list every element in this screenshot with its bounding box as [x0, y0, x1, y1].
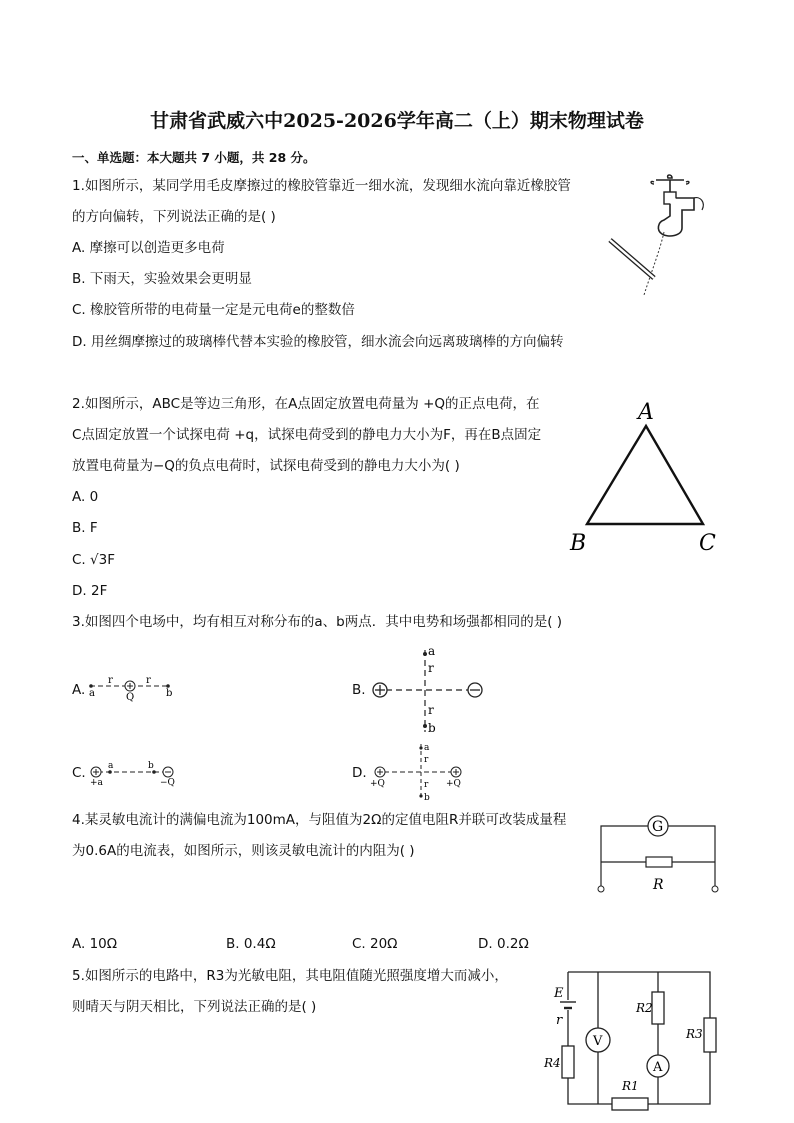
q4-option-a[interactable]: A. 10Ω [72, 936, 118, 952]
field-figure-d [370, 740, 470, 804]
q3-option-b[interactable]: B. [352, 682, 366, 698]
svg-text:r: r [428, 703, 434, 717]
q1-option-a[interactable]: A. 摩擦可以创造更多电荷 [72, 240, 225, 256]
vertex-b-label: B [570, 531, 587, 556]
q2-stem-line1: 2.如图所示，ABC是等边三角形，在A点固定放置电荷量为 +Q的正点电荷，在 [72, 396, 540, 412]
q1-option-b[interactable]: B. 下雨天，实验效果会更明显 [72, 271, 252, 287]
svg-text:A: A [653, 1060, 663, 1075]
svg-text:a: a [424, 743, 430, 753]
svg-text:R2: R2 [636, 1001, 653, 1015]
q3-option-a[interactable]: A. [72, 682, 86, 698]
svg-text:r: r [428, 661, 434, 675]
triangle-figure [565, 398, 725, 558]
q2-option-d[interactable]: D. 2F [72, 583, 108, 599]
q1-stem-line1: 1.如图所示，某同学用毛皮摩擦过的橡胶管靠近一细水流，发现细水流向靠近橡胶管 [72, 178, 571, 194]
svg-text:r: r [424, 755, 429, 765]
svg-text:R1: R1 [622, 1079, 639, 1093]
svg-text:a: a [108, 761, 114, 771]
q2-stem-line2: C点固定放置一个试探电荷 +q，试探电荷受到的静电力大小为F，再在B点固定 [72, 427, 542, 443]
q5-stem-line1: 5.如图所示的电路中，R3为光敏电阻，其电阻值随光照强度增大而减小， [72, 968, 508, 984]
svg-text:b: b [166, 688, 173, 699]
field-figure-a [86, 672, 181, 704]
vertex-c-label: C [699, 531, 716, 556]
svg-text:R4: R4 [544, 1056, 561, 1070]
section-heading: 一、单选题：本大题共 7 小题，共 28 分。 [72, 150, 316, 165]
svg-text:r: r [146, 675, 151, 686]
q5-stem-line2: 则晴天与阴天相比，下列说法正确的是( ) [72, 999, 317, 1015]
svg-text:+Q: +Q [446, 779, 461, 789]
svg-text:r: r [108, 675, 113, 686]
svg-text:r: r [556, 1013, 563, 1028]
svg-text:R3: R3 [686, 1027, 703, 1041]
q1-stem-line2: 的方向偏转，下列说法正确的是( ) [72, 209, 276, 225]
q2-option-b[interactable]: B. F [72, 520, 98, 536]
svg-text:E: E [554, 986, 564, 1001]
q4-stem-line1: 4.某灵敏电流计的满偏电流为100mA，与阻值为2Ω的定值电阻R并联可改装成量程 [72, 812, 567, 828]
q1-option-c[interactable]: C. 橡胶管所带的电荷量一定是元电荷e的整数倍 [72, 302, 355, 318]
svg-text:b: b [428, 721, 436, 735]
svg-text:R: R [653, 877, 664, 893]
q4-stem-line2: 为0.6A的电流表，如图所示，则该灵敏电流计的内阻为( ) [72, 843, 415, 859]
svg-text:a: a [89, 688, 95, 699]
q3-option-c[interactable]: C. [72, 765, 86, 781]
field-figure-b [368, 644, 488, 736]
q3-option-d[interactable]: D. [352, 765, 367, 781]
q1-option-d[interactable]: D. 用丝绸摩擦过的玻璃棒代替本实验的橡胶管，细水流会向远离玻璃棒的方向偏转 [72, 334, 564, 350]
svg-text:G: G [652, 819, 664, 835]
svg-text:+a: +a [90, 778, 103, 788]
q2-stem-line3: 放置电荷量为−Q的负点电荷时，试探电荷受到的静电力大小为( ) [72, 458, 460, 474]
q4-option-b[interactable]: B. 0.4Ω [226, 936, 276, 952]
svg-text:b: b [424, 793, 430, 803]
q2-option-a[interactable]: A. 0 [72, 489, 99, 505]
vertex-a-label: A [638, 400, 654, 425]
svg-text:+Q: +Q [370, 779, 385, 789]
page-title: 甘肃省武威六中2025-2026学年高二（上）期末物理试卷 [150, 110, 644, 132]
svg-text:r: r [424, 780, 429, 790]
q4-option-c[interactable]: C. 20Ω [352, 936, 398, 952]
photoresistor-circuit [540, 964, 725, 1114]
svg-text:Q: Q [126, 692, 135, 703]
svg-text:a: a [428, 644, 436, 658]
faucet-figure [606, 170, 724, 310]
galvanometer-circuit [593, 812, 723, 896]
field-figure-c [86, 760, 181, 788]
q2-option-c[interactable]: C. √3F [72, 552, 115, 568]
svg-text:b: b [148, 761, 154, 771]
svg-text:−Q: −Q [160, 778, 175, 788]
q3-stem: 3.如图四个电场中，均有相互对称分布的a、b两点．其中电势和场强都相同的是( ) [72, 614, 563, 630]
svg-text:V: V [593, 1034, 603, 1049]
q4-option-d[interactable]: D. 0.2Ω [478, 936, 529, 952]
